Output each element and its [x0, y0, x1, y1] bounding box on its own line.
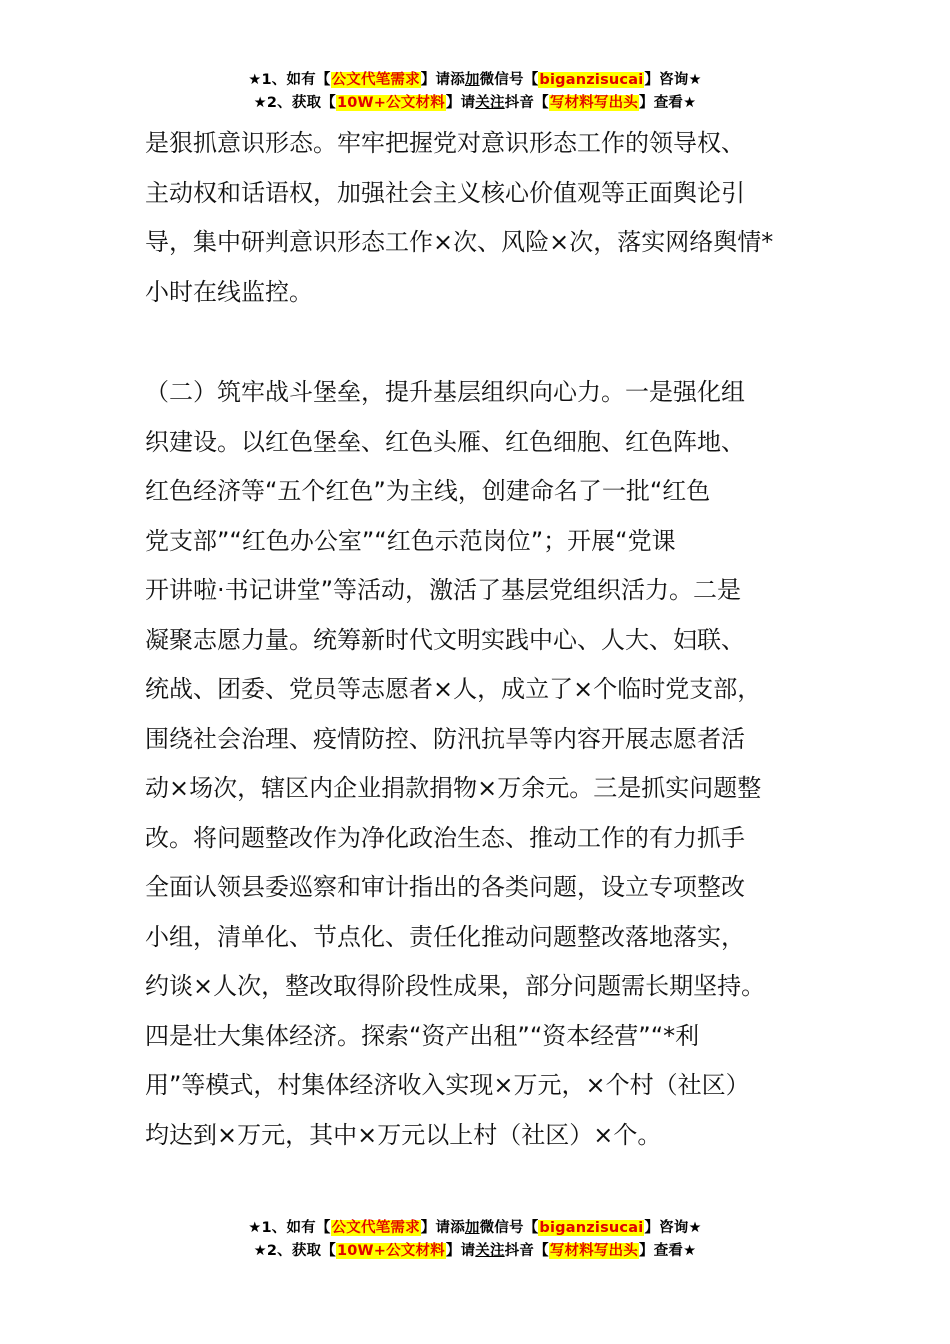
- text-line: 是狠抓意识形态。牢牢把握党对意识形态工作的领导权、: [145, 129, 745, 157]
- bottom-banner: [0, 1217, 950, 1263]
- banner-line-2: [0, 92, 950, 115]
- text-line: 均达到×万元，其中×万元以上村（社区）×个。: [145, 1120, 662, 1149]
- banner-text: 】查看★: [639, 95, 697, 111]
- text-line: 主动权和话语权，加强社会主义核心价值观等正面舆论引: [145, 178, 745, 207]
- text-line: 小时在线监控。: [145, 277, 313, 306]
- banner-text: 】请: [445, 1243, 476, 1259]
- text-line: 凝聚志愿力量。统筹新时代文明实践中心、人大、妇联、: [145, 625, 745, 654]
- text-line: 党支部”“红色办公室”“红色示范岗位”；开展“党课: [145, 526, 676, 555]
- text-line: 统战、团委、党员等志愿者×人，成立了×个临时党支部，: [145, 675, 762, 703]
- highlight-service: 公文代笔需求: [331, 72, 420, 88]
- banner-text: ★1、如有【: [248, 1220, 331, 1236]
- highlight-douyin: 写材料写出头: [549, 95, 639, 111]
- banner-emphasis: 关注: [475, 1243, 505, 1259]
- banner-text: 抖音【: [504, 95, 549, 111]
- text-line: （二）筑牢战斗堡垒，提升基层组织向心力。一是强化组: [145, 378, 745, 406]
- highlight-service: 公文代笔需求: [331, 1220, 420, 1236]
- text-line: 织建设。以红色堡垒、红色头雁、红色细胞、红色阵地、: [145, 427, 745, 456]
- banner-text: 】请添: [420, 1220, 465, 1236]
- banner-text: 】咨询★: [644, 72, 702, 88]
- text-line: 开讲啦·书记讲堂”等活动，激活了基层党组织活力。二是: [145, 576, 742, 604]
- highlight-wechat-id: biganzisucai: [539, 72, 644, 88]
- highlight-materials: 10W+公文材料: [336, 95, 445, 111]
- paragraph-2: [145, 368, 810, 1160]
- text-line: 围绕社会治理、疫情防控、防汛抗旱等内容开展志愿者活: [145, 724, 745, 753]
- banner-text: 抖音【: [504, 1243, 549, 1259]
- text-line: 动×场次，辖区内企业捐款捐物×万余元。三是抓实问题整: [145, 774, 762, 802]
- banner-emphasis: 加: [464, 72, 480, 88]
- banner-text: 微信号【: [479, 72, 539, 88]
- banner-line-1: [0, 69, 950, 92]
- banner-emphasis: 关注: [475, 95, 505, 111]
- banner-text: 】请: [445, 95, 476, 111]
- banner-text: 微信号【: [479, 1220, 539, 1236]
- banner-line-1: [0, 1217, 950, 1240]
- text-line: 用”等模式，村集体经济收入实现×万元，×个村（社区）: [145, 1071, 750, 1099]
- top-banner: [0, 69, 950, 115]
- text-line: 四是壮大集体经济。探索“资产出租”“资本经营”“*利: [145, 1021, 700, 1050]
- banner-text: ★2、获取【: [253, 1243, 336, 1259]
- text-line: 导，集中研判意识形态工作×次、风险×次，落实网络舆情*: [145, 228, 774, 256]
- highlight-douyin: 写材料写出头: [549, 1243, 639, 1259]
- banner-text: 】咨询★: [644, 1220, 702, 1236]
- banner-text: ★1、如有【: [248, 72, 331, 88]
- banner-text: ★2、获取【: [253, 95, 336, 111]
- text-line: 全面认领县委巡察和审计指出的各类问题，设立专项整改: [145, 873, 745, 901]
- banner-line-2: [0, 1240, 950, 1263]
- text-line: 约谈×人次，整改取得阶段性成果，部分问题需长期坚持。: [145, 972, 766, 1000]
- banner-text: 】查看★: [639, 1243, 697, 1259]
- highlight-wechat-id: biganzisucai: [539, 1220, 644, 1236]
- text-line: 小组，清单化、节点化、责任化推动问题整改落地落实，: [145, 922, 745, 951]
- highlight-materials: 10W+公文材料: [336, 1243, 445, 1259]
- paragraph-1: [145, 119, 810, 317]
- text-line: 红色经济等“五个红色”为主线，创建命名了一批“红色: [145, 477, 711, 505]
- banner-emphasis: 加: [464, 1220, 480, 1236]
- text-line: 改。将问题整改作为净化政治生态、推动工作的有力抓手: [145, 823, 745, 852]
- banner-text: 】请添: [420, 72, 465, 88]
